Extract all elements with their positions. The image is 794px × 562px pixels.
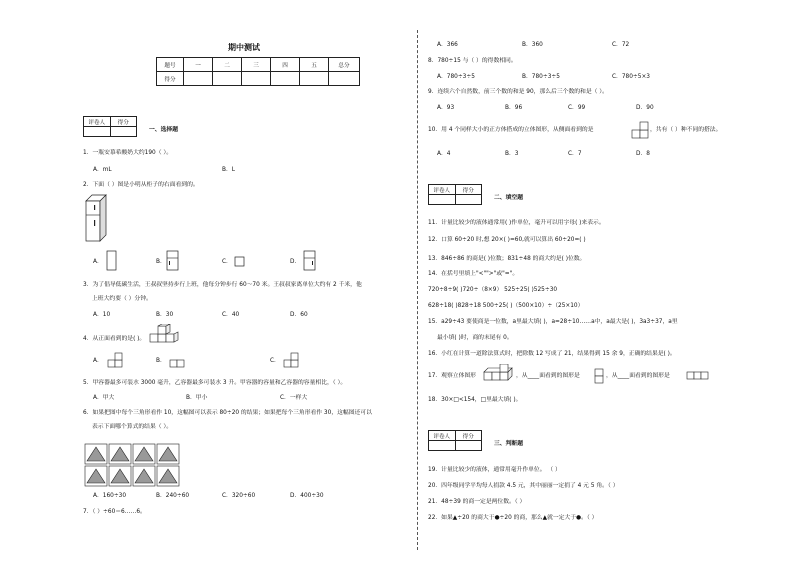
option: D． xyxy=(290,259,301,265)
score-cell[interactable] xyxy=(329,72,360,86)
question-11: 11．计量比较少的液体通常用( )作单位，毫升可以用字母( )来表示。 xyxy=(428,220,605,226)
reviewer-score-label: 得分 xyxy=(455,431,482,441)
question-10-cont: ，共有（ ）种不同的搭法。 xyxy=(650,127,722,133)
question-2: 2．下面（ ）图是小明从柜子的右面看到的。 xyxy=(83,182,199,188)
question-17: 17．观察立体图形 xyxy=(428,373,476,379)
question-6: 6．如果把图中每个三角形看作 10，这幅图可以表示 80÷20 的结果；如果把每个三角形看作 30，这幅图还可以 xyxy=(83,410,372,416)
reviewer-label: 评卷人 xyxy=(429,185,456,195)
option: C．99 xyxy=(568,105,586,111)
question-17-part3: ，从____面看到的图形是 xyxy=(606,373,670,379)
reviewer-cell[interactable] xyxy=(429,195,456,205)
option: A．366 xyxy=(437,42,458,48)
reviewer-score-label: 得分 xyxy=(455,185,482,195)
option: C．72 xyxy=(612,42,630,48)
option: B．780÷3÷5 xyxy=(522,74,560,80)
section-title: 三、判断题 xyxy=(494,441,523,447)
score-header-cell: 总分 xyxy=(329,58,360,72)
option: D．8 xyxy=(636,151,650,157)
option: D．60 xyxy=(290,312,308,318)
reviewer-score-label: 得分 xyxy=(110,117,137,127)
option: C． xyxy=(222,259,232,265)
reviewer-box xyxy=(428,430,482,451)
score-cell[interactable] xyxy=(242,72,271,86)
option: B．240÷60 xyxy=(156,493,190,499)
option: B． xyxy=(156,259,166,265)
option: B．96 xyxy=(505,105,523,111)
option: B．L xyxy=(222,167,236,173)
option: D．400÷30 xyxy=(290,493,324,499)
option: B．360 xyxy=(522,42,543,48)
question-14-line2: 628÷18( )828÷18 500÷25( )（500×10）÷（25×10） xyxy=(428,303,584,309)
question-19: 19．计量比较少的液体，通常用毫升作单位。 （ ） xyxy=(428,467,561,473)
reviewer-box xyxy=(428,184,482,205)
question-1: 1．一瓶安慕希酸奶大约190（ ）。 xyxy=(83,150,173,156)
question-17-part2: ，从____面看到的图形是 xyxy=(516,373,580,379)
option: C．40 xyxy=(222,312,240,318)
reviewer-label: 评卷人 xyxy=(429,431,456,441)
solid-figure xyxy=(482,364,516,386)
option: A．mL xyxy=(93,167,112,173)
option: B．3 xyxy=(505,151,519,157)
score-cell[interactable] xyxy=(271,72,300,86)
column-divider xyxy=(417,30,418,550)
option-b-figure xyxy=(168,352,190,370)
cabinet-image xyxy=(84,193,108,243)
question-10: 10．用 4 个同样大小的正方体搭成的立体图形，从侧面看到的是 xyxy=(428,127,594,133)
option-a-figure xyxy=(106,352,128,370)
question-18: 18．30×□<154，□里最大填( )。 xyxy=(428,397,522,403)
score-header-cell: 一 xyxy=(184,58,213,72)
score-cell[interactable] xyxy=(300,72,329,86)
score-row-label: 得分 xyxy=(157,72,184,86)
option: C．320÷60 xyxy=(222,493,256,499)
question-16: 16．小红在计算一道除法算式时，把除数 12 写成了 21，结果得到 15 余 9，正确的结果是( )。 xyxy=(428,351,676,357)
question-6-cont: 表示下面哪个算式的结果（ ）。 xyxy=(92,424,173,430)
score-cell[interactable] xyxy=(213,72,242,86)
question-3-cont: 上班大约要（ ）分钟。 xyxy=(92,296,152,302)
question-4: 4．从正面看到的是( )。 xyxy=(83,336,146,342)
option: C．780÷5×3 xyxy=(612,74,650,80)
score-value-row xyxy=(157,72,360,86)
question-21: 21．48÷39 的商一定是两位数。（ ） xyxy=(428,499,526,505)
section-title: 一、选择题 xyxy=(149,127,178,133)
side-view-figure xyxy=(630,120,652,142)
option-b-figure xyxy=(166,250,180,272)
option-d-figure xyxy=(303,250,317,272)
score-header-cell: 四 xyxy=(271,58,300,72)
option: A．160÷30 xyxy=(93,493,127,499)
reviewer-label: 评卷人 xyxy=(84,117,111,127)
option: B．甲小 xyxy=(186,395,208,401)
reviewer-cell[interactable] xyxy=(429,441,456,451)
score-table xyxy=(156,57,360,86)
question-22: 22．如果▲÷20 的商大于●÷20 的商，那么▲就一定大于●。（ ） xyxy=(428,515,598,521)
score-header-cell: 二 xyxy=(213,58,242,72)
reviewer-score-cell[interactable] xyxy=(455,195,482,205)
option: A．4 xyxy=(437,151,451,157)
option: B． xyxy=(156,358,166,364)
question-14-line1: 720÷8÷9( )720÷（8×9） 525÷25( )525÷30 xyxy=(428,287,558,293)
reviewer-score-cell[interactable] xyxy=(110,127,137,137)
reviewer-box xyxy=(83,116,137,137)
option: A． xyxy=(93,259,103,265)
view-figure-1 xyxy=(594,368,606,386)
question-3: 3．为了倡导低碳生活，王叔叔坚持步行上班，他每分钟步行 60～70 米。王叔叔家离单位大约有 2 千米，他 xyxy=(83,282,362,288)
option: D．90 xyxy=(636,105,654,111)
question-13: 13．846÷86 的商是( )位数；831÷48 的商大约是( )位数。 xyxy=(428,256,586,262)
score-header-cell: 题号 xyxy=(157,58,184,72)
option: C．一样大 xyxy=(280,395,308,401)
question-20: 20．四年级同学平均每人捐款 4.5 元，其中丽丽一定捐了 4 元 5 角。（ ） xyxy=(428,483,619,489)
triangle-grid-image xyxy=(84,443,184,487)
option-c-figure xyxy=(282,352,304,370)
option: A． xyxy=(93,358,103,364)
option-c-figure xyxy=(234,256,246,268)
reviewer-score-cell[interactable] xyxy=(455,441,482,451)
page-title: 期中测试 xyxy=(228,43,260,52)
question-14: 14．在括号里填上"<"">"或"="。 xyxy=(428,271,519,277)
question-15-cont: 最小填( )时，商的末尾有 0。 xyxy=(437,335,513,341)
cube-stack-image xyxy=(148,324,182,346)
score-header-cell: 五 xyxy=(300,58,329,72)
option-a-figure xyxy=(106,250,118,272)
score-header-cell: 三 xyxy=(242,58,271,72)
option: A．780÷3÷5 xyxy=(437,74,475,80)
question-15: 15．a29÷43 要使商是一位数，a里最大填( )，a=28÷10……a中，a最大是( )，3a3÷37，a里 xyxy=(428,319,678,325)
question-8: 8．780÷15 与（ ）的得数相同。 xyxy=(428,58,517,64)
option: A．甲大 xyxy=(93,395,115,401)
option: B．30 xyxy=(156,312,174,318)
option: C． xyxy=(270,358,280,364)
question-7: 7．（ ）÷60＝6……6。 xyxy=(83,509,146,515)
view-figure-2 xyxy=(686,371,712,383)
question-12: 12．口算 60÷20 时,想 20×( )=60,就可以算出 60÷20=( ) xyxy=(428,237,586,243)
score-cell[interactable] xyxy=(184,72,213,86)
question-5: 5．甲容器最多可装水 3000 毫升，乙容器最多可装水 3 升。甲容器的容量和乙容器的容量相比，（ ）。 xyxy=(83,380,347,386)
option: A．93 xyxy=(437,105,455,111)
question-9: 9．连续六个自然数，前三个数的和是 90，那么后三个数的和是（ ）。 xyxy=(428,89,608,95)
option: A．10 xyxy=(93,312,111,318)
section-title: 二、填空题 xyxy=(494,195,523,201)
score-header-row xyxy=(157,58,360,72)
reviewer-cell[interactable] xyxy=(84,127,111,137)
option: C．7 xyxy=(568,151,582,157)
